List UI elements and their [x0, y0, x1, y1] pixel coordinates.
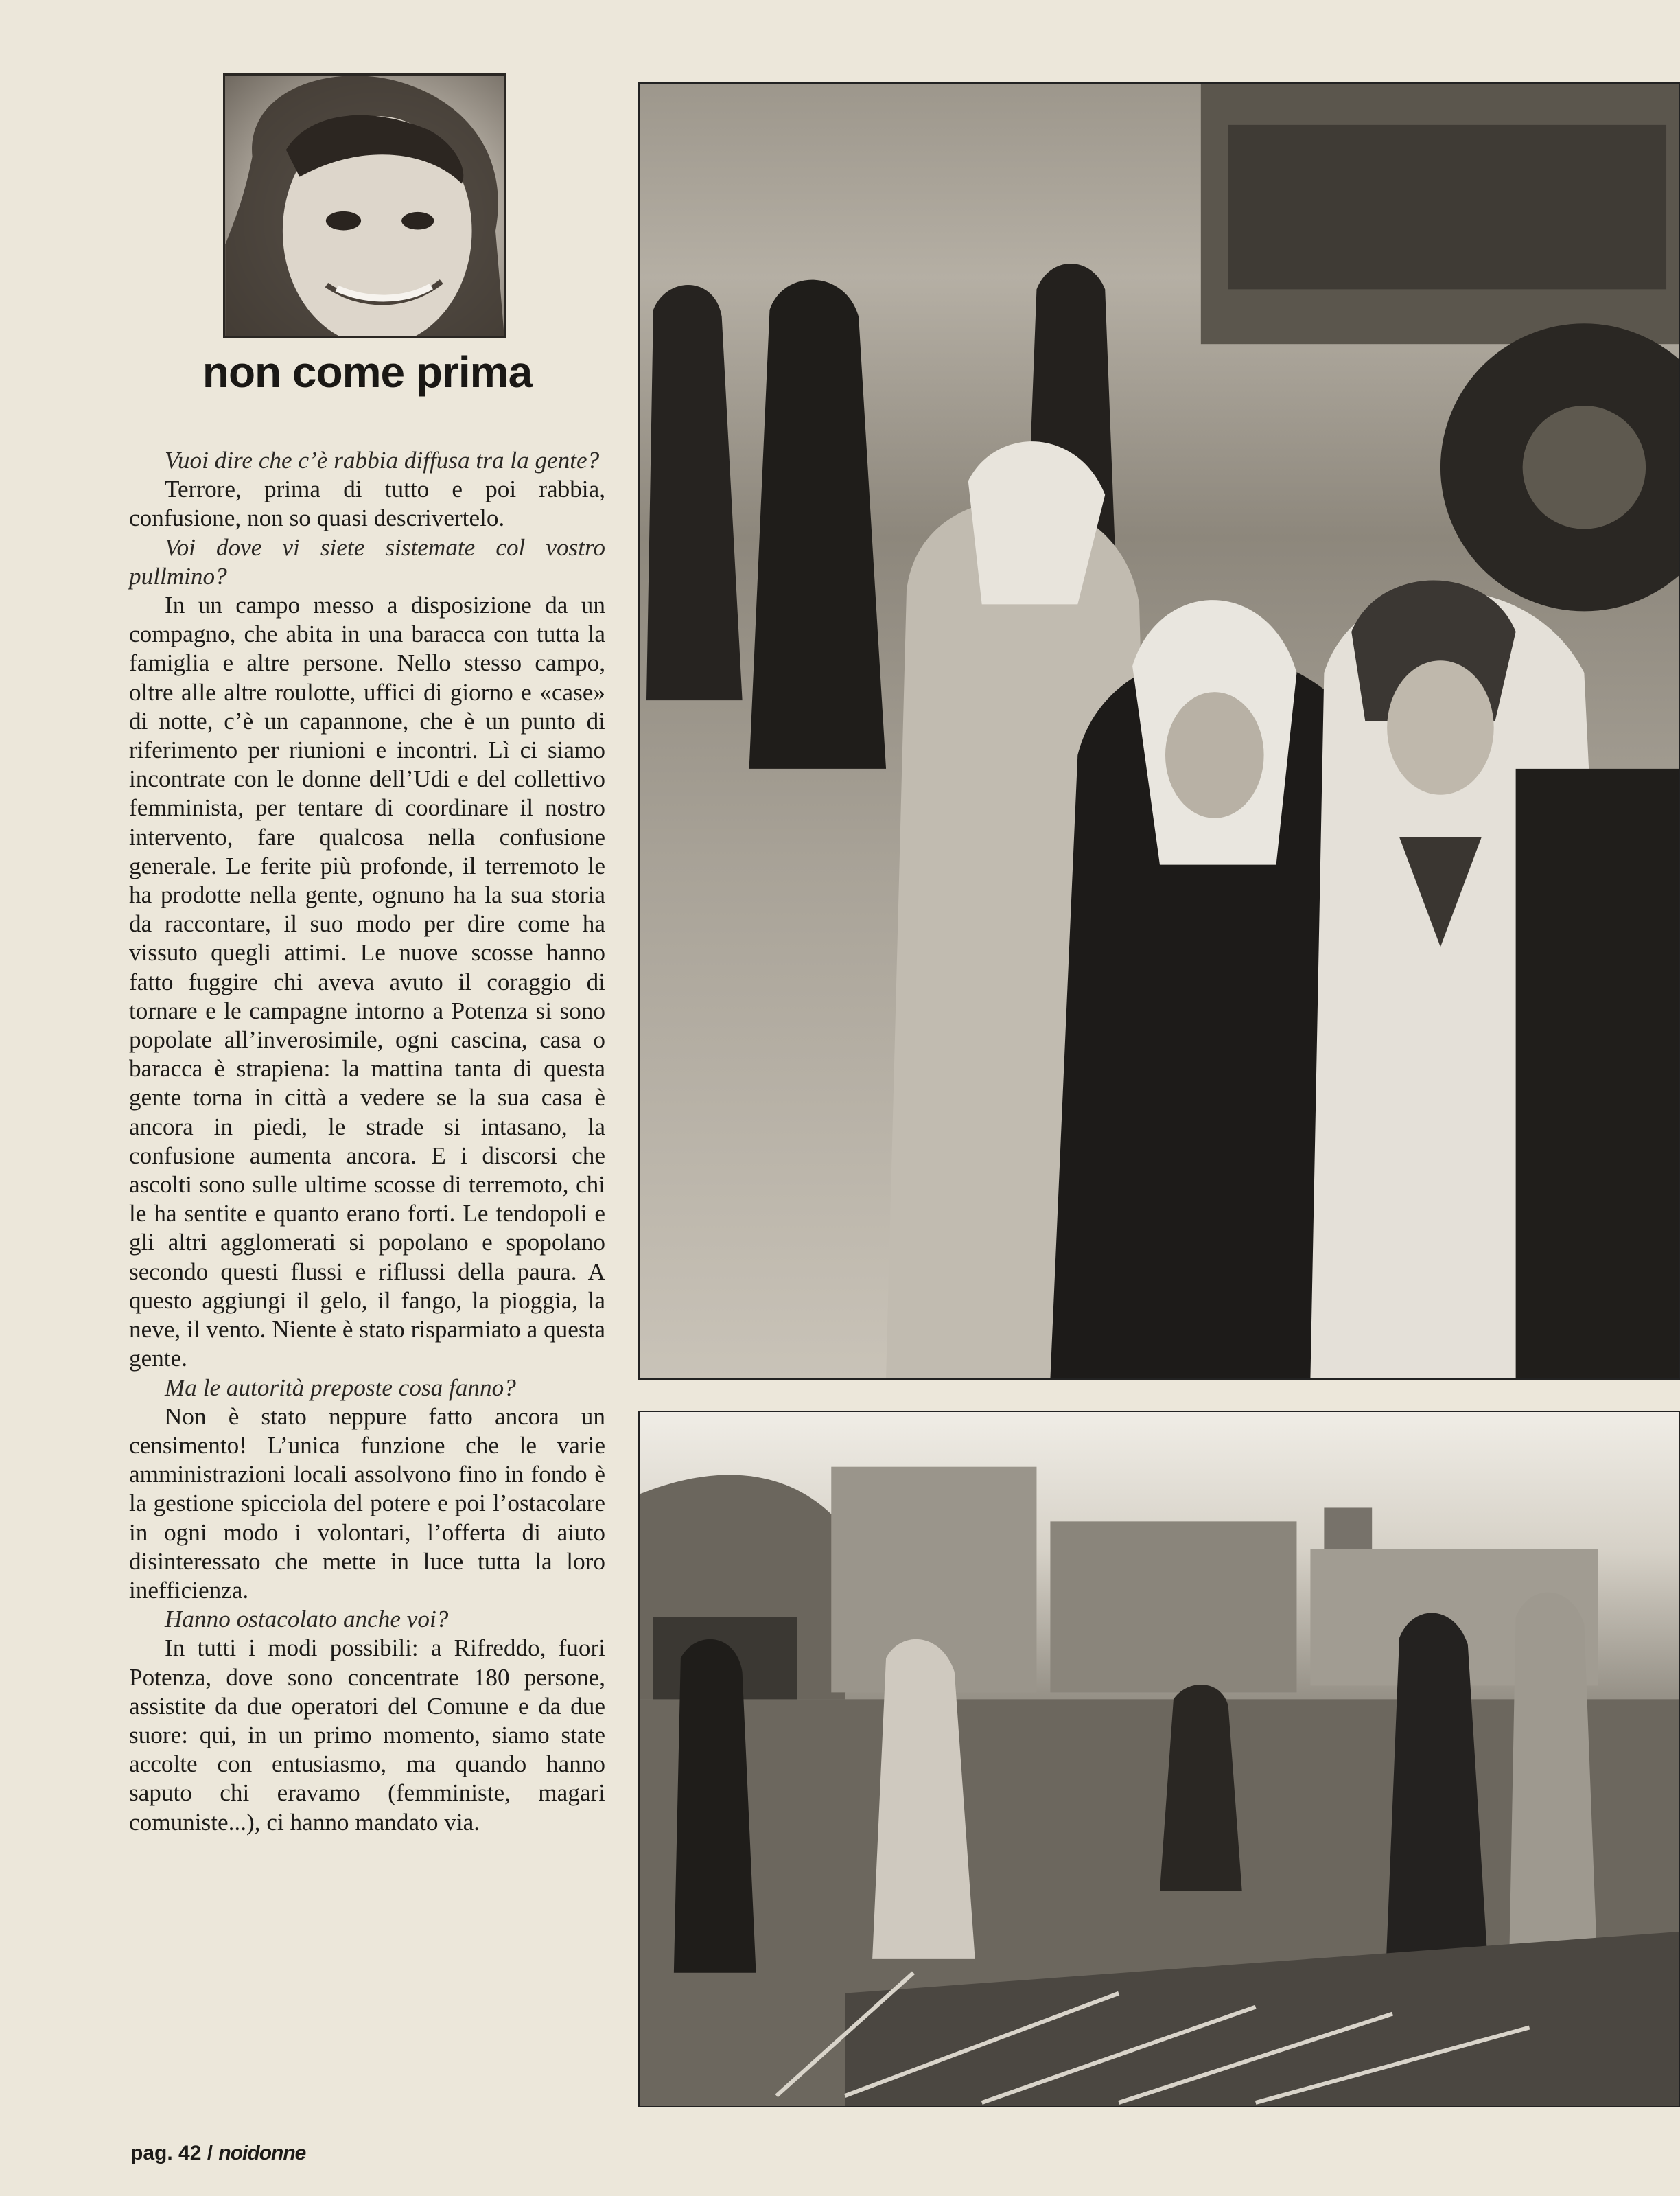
interview-answer: In un campo messo a disposizione da un compagno, che abita in una baracca con tutta la famiglia e altre persone. Nello stesso campo, oltre alle altre roulotte, uffici di giorno e «case» di notte, c’è un capannone, che è un punto di riferimento per riunioni e incontri. Lì ci siamo incontrate con le donne dell’Udi e del collettivo femminista, per tentare di coordinare il nostro intervento, fare qualcosa nella confusione generale. Le ferite più profonde, il terremoto le ha prodotte nella gente, ognuno ha la sua storia da raccontare, il suo modo per dire come ha vissuto quegli attimi. Le nuove scosse hanno fatto fuggire chi aveva avuto il coraggio di tornare e le campagne intorno a Potenza si sono popolate all’inverosimile, ogni cascina, casa o baracca è strapiena: la mattina tanta di questa gente torna in città a vedere se la sua casa è ancora in piedi, le strade si intasano, la confusione aumenta ancora. E i discorsi che ascolti sono sulle ultime scosse di terremoto, chi le ha sentite e quanto erano forti. Le tendopoli e gli altri agglomerati si popolano e spopolano secondo questi flussi e riflussi della paura. A questo aggiungi il gelo, il fango, la pioggia, la neve, il vento. Niente è stato risparmiato a questa gente. [129, 592, 605, 1372]
photo-village-camp [638, 1411, 1680, 2107]
interview-answer: In tutti i modi possibili: a Rifreddo, fuori Potenza, dove sono concentrate 180 persone, assistite da due operatori del Comune e da due suore: qui, in un primo momento, siamo state accolte con entusiasmo, ma quando hanno saputo chi eravamo (femministe, magari comuniste...), ci hanno mandato via. [129, 1634, 605, 1836]
photo-women-walking [638, 82, 1680, 1380]
portrait-photo-child [223, 73, 506, 338]
article-body [129, 446, 605, 1837]
child-face-illustration [225, 76, 504, 336]
article-headline: non come prima [202, 347, 533, 397]
interview-answer: Non è stato neppure fatto ancora un censimento! L’unica funzione che le varie amministrazioni locali assolvono fino in fondo è la gestione spicciola del potere e poi l’ostacolare in ogni modo i volontari, l’offerta di aiuto disinteressato che mette in luce tutta la loro inefficienza. [129, 1402, 605, 1604]
interview-question: Voi dove vi siete sistemate col vostro pullmino? [129, 533, 605, 590]
page-number: pag. 42 / [130, 2142, 213, 2164]
page-footer [130, 2142, 305, 2165]
interview-answer: Terrore, prima di tutto e poi rabbia, confusione, non so quasi descrivertelo. [129, 476, 605, 532]
interview-question: Vuoi dire che c’è rabbia diffusa tra la gente? [165, 447, 600, 474]
magazine-logo: noidonne [218, 2142, 306, 2164]
village-camp-illustration [640, 1412, 1679, 2106]
interview-question: Hanno ostacolato anche voi? [165, 1606, 449, 1633]
women-walking-illustration [640, 84, 1679, 1378]
interview-question: Ma le autorità preposte cosa fanno? [165, 1374, 516, 1401]
